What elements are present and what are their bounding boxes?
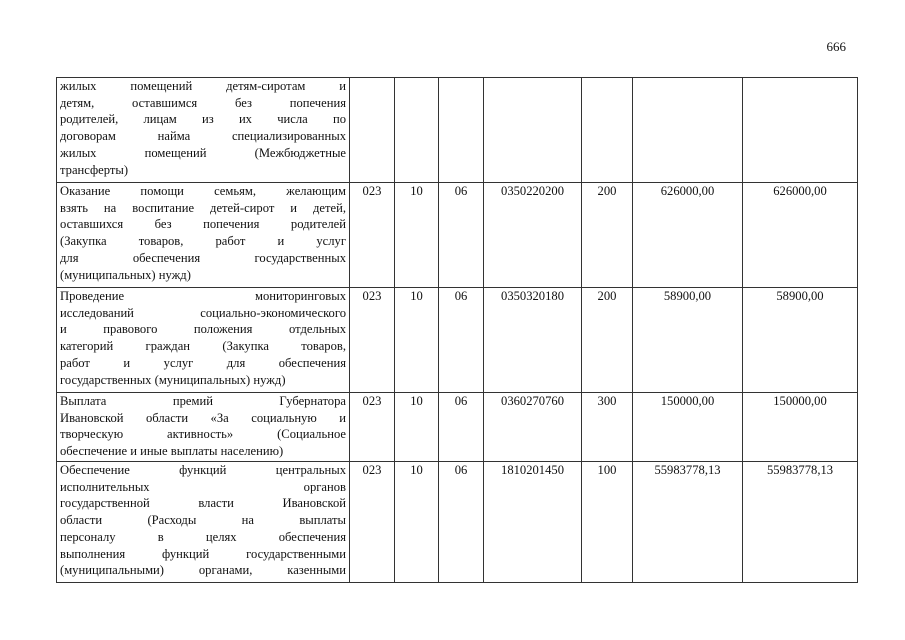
ministry-code: 023 (350, 288, 395, 393)
subsection-code: 06 (439, 393, 484, 462)
table-row (57, 183, 858, 288)
section-code: 10 (395, 393, 439, 462)
amount-year-1: 58900,00 (633, 288, 743, 393)
amount-year-1: 150000,00 (633, 393, 743, 462)
amount-year-2 (743, 78, 858, 183)
expense-type-code: 100 (582, 462, 633, 583)
row-description: жилых помещений детям-сиротам и детям, оставшимся без попечения родителей, лицам из их числа по договорам найма специализированных жилых помещений (Межбюджетные трансферты) (57, 78, 350, 183)
subsection-code: 06 (439, 462, 484, 583)
table-row (57, 462, 858, 583)
amount-year-2: 55983778,13 (743, 462, 858, 583)
subsection-code: 06 (439, 183, 484, 288)
ministry-code (350, 78, 395, 183)
subsection-code: 06 (439, 288, 484, 393)
target-article-code: 1810201450 (484, 462, 582, 583)
budget-table (56, 77, 858, 583)
expense-type-code: 300 (582, 393, 633, 462)
amount-year-2: 58900,00 (743, 288, 858, 393)
amount-year-1 (633, 78, 743, 183)
amount-year-1: 626000,00 (633, 183, 743, 288)
target-article-code: 0350220200 (484, 183, 582, 288)
ministry-code: 023 (350, 183, 395, 288)
row-description: Выплата премий Губернатора Ивановской области «За социальную и творческую активность» (Социальное обеспечение и иные выплаты населению) (57, 393, 350, 462)
amount-year-1: 55983778,13 (633, 462, 743, 583)
target-article-code: 0360270760 (484, 393, 582, 462)
section-code (395, 78, 439, 183)
ministry-code: 023 (350, 393, 395, 462)
expense-type-code: 200 (582, 183, 633, 288)
section-code: 10 (395, 462, 439, 583)
row-description: Обеспечение функций центральных исполнительных органов государственной власти Ивановской области (Расходы на выплаты персоналу в целях обеспечения выполнения функций государственными (муниципальными) органами, казенными (57, 462, 350, 583)
table-row (57, 288, 858, 393)
subsection-code (439, 78, 484, 183)
row-description: Оказание помощи семьям, желающим взять на воспитание детей-сирот и детей, оставшихся без попечения родителей (Закупка товаров, работ и услуг для обеспечения государственных (муниципальных) нужд) (57, 183, 350, 288)
amount-year-2: 626000,00 (743, 183, 858, 288)
amount-year-2: 150000,00 (743, 393, 858, 462)
table-row (57, 393, 858, 462)
expense-type-code (582, 78, 633, 183)
section-code: 10 (395, 288, 439, 393)
page-number: 666 (826, 39, 846, 54)
target-article-code (484, 78, 582, 183)
row-description: Проведение мониторинговых исследований социально-экономического и правового положения отдельных категорий граждан (Закупка товаров, работ и услуг для обеспечения государственных (муниципальных) нужд) (57, 288, 350, 393)
target-article-code: 0350320180 (484, 288, 582, 393)
table-row (57, 78, 858, 183)
ministry-code: 023 (350, 462, 395, 583)
section-code: 10 (395, 183, 439, 288)
expense-type-code: 200 (582, 288, 633, 393)
